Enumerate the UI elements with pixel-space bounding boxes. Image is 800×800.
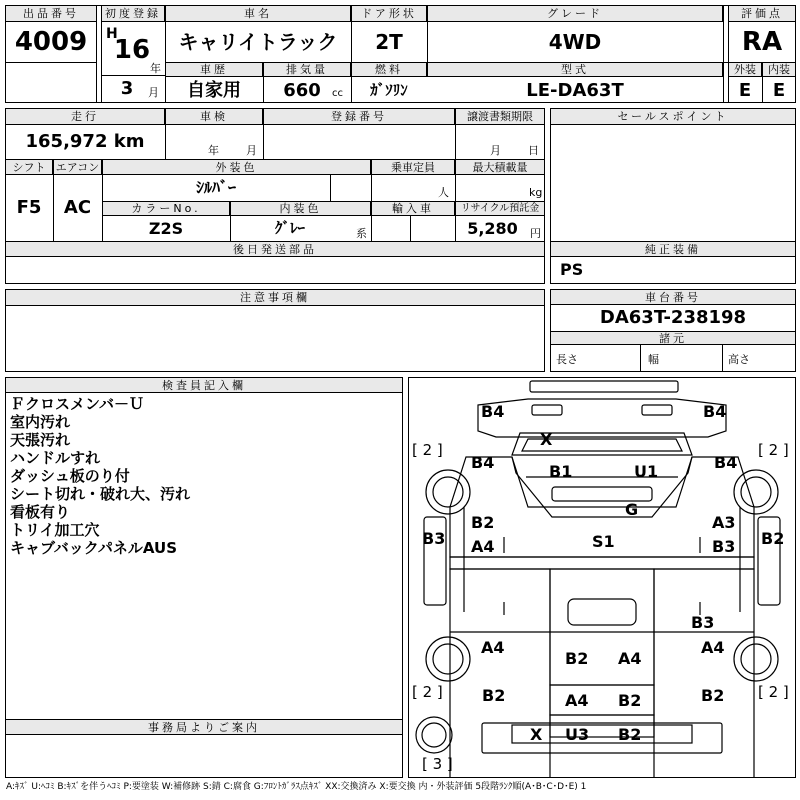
interior-color-value: ｸﾞﾚｰ [274,219,305,237]
damage-mark: U3 [565,725,590,744]
damage-mark: B2 [761,529,785,548]
interior-color-label: 内装色 [230,201,371,216]
interior-grade-value: E [772,79,786,101]
month-unit: 月 [148,86,159,99]
inspector-note: 室内汚れ [10,413,71,431]
score-label: 評価点 [728,5,796,22]
mileage-label: 走行 [5,108,165,125]
mileage-value: 165,972 km [25,131,145,152]
inspector-note: トリイ加工穴 [10,521,100,539]
capacity-unit: 人 [438,186,449,199]
divider [455,108,456,159]
import-label: 輸入車 [371,201,455,216]
sales-point-label: セールスポイント [550,108,796,125]
damage-mark: B4 [703,402,727,421]
inspector-notes-label: 検査員記入欄 [5,377,403,393]
shift-label: シフト [5,159,53,175]
inspector-note: ハンドルすれ [10,449,101,467]
divider [101,5,102,103]
exterior-color-label: 外装色 [102,159,371,175]
recycle-fee-unit: 円 [530,227,541,240]
history-label: 車歴 [165,62,263,77]
exterior-color-value: ｼﾙﾊﾞｰ [195,178,236,197]
max-load-label: 最大積載量 [455,159,545,175]
panel-count-label: [ 2 ] [412,683,443,701]
chassis-number-label: 車台番号 [550,289,796,305]
door-type-label: ドア形状 [351,5,427,22]
fuel-value: ｶﾞｿﾘﾝ [370,81,408,99]
recycle-fee-label: リサイクル預託金 [455,201,545,216]
spec-label: 諸元 [550,331,796,345]
truck-diagram [408,377,796,778]
displacement-label: 排気量 [263,62,351,77]
damage-mark: A4 [618,649,642,668]
equipment-value: PS [560,260,584,279]
divider [723,5,724,103]
shift-value: F5 [16,197,42,218]
damage-mark: B3 [422,529,446,548]
damage-mark: B1 [549,462,573,481]
inspector-note: 天張汚れ [10,431,71,449]
damage-mark: A3 [712,513,736,532]
score-value: RA [741,27,783,57]
damage-mark: X [540,430,553,449]
divider [722,345,723,372]
era-value: H [106,26,118,42]
divider [330,175,331,201]
damage-mark: B2 [482,686,506,705]
registration-year-value: 16 [113,35,151,65]
max-load-unit: kg [529,186,543,199]
damage-mark: A4 [701,638,725,657]
displacement-value: 660 [283,79,321,101]
grade-value: 4WD [548,30,602,54]
divider [371,159,372,241]
damage-mark: A4 [481,638,505,657]
color-number-label: カラーNo. [102,201,230,216]
car-name-label: 車名 [165,5,351,22]
divider [101,75,165,76]
office-notice-label: 事務局よりご案内 [5,719,403,735]
year-unit: 年 [150,62,161,75]
sales-point-frame [550,108,796,284]
damage-mark: A4 [471,537,495,556]
width-label: 幅 [648,353,659,366]
damage-mark: B4 [471,453,495,472]
interior-grade-label: 内装 [762,62,796,77]
lot-number-label: 出品番号 [5,5,97,22]
later-parts-label: 後日発送部品 [5,241,545,257]
inspector-note: キャブバックパネルAUS [10,539,178,557]
grade-label: グレード [427,5,723,22]
first-registration-label: 初度登録 [101,5,165,22]
interior-color-suffix: 系 [356,227,367,240]
damage-mark: A4 [565,691,589,710]
damage-mark: B4 [714,453,738,472]
height-label: 高さ [728,353,750,366]
inspection-label: 車検 [165,108,263,125]
plate-number-label: 登録番号 [263,108,455,125]
caution-label: 注意事項欄 [5,289,545,306]
divider [640,345,641,372]
color-number-value: Z2S [148,218,184,238]
inspection-month-unit: 月 [246,144,257,157]
car-name-value: キャリイトラック [178,30,338,54]
panel-count-label: [ 3 ] [422,755,453,773]
damage-mark: B2 [618,725,642,744]
panel-count-label: [ 2 ] [758,683,789,701]
inspector-note: Ｆクロスメンバ－Ｕ [10,395,144,413]
capacity-label: 乗車定員 [371,159,455,175]
legend-text: A:ｷｽﾞ U:ﾍｺﾐ B:ｷｽﾞを伴うﾍｺﾐ P:要塗装 W:補修跡 S:錆 C:腐食 G:ﾌﾛﾝﾄｶﾞﾗｽ点ｷｽﾞ XX:交換済み X:要交換 内・外装評価 5段階ﾗﾝｸ順(A･B･C･D･E) 1 [6,782,587,792]
lot-number-value: 4009 [14,27,88,57]
damage-mark: G [625,500,639,519]
divider [5,62,97,63]
length-label: 長さ [556,353,578,366]
divider [410,216,411,241]
damage-mark: B3 [712,537,736,556]
registration-month-value: 3 [120,78,134,99]
damage-mark: S1 [592,532,615,551]
door-type-value: 2T [375,30,403,54]
transfer-month-unit: 月 [490,144,501,157]
damage-mark: B4 [481,402,505,421]
damage-mark: B2 [701,686,725,705]
damage-mark: B3 [691,613,715,632]
damage-mark: B2 [565,649,589,668]
inspection-year-unit: 年 [208,144,219,157]
transfer-day-unit: 日 [528,144,539,157]
divider [263,108,264,159]
inspector-note: ダッシュ板のり付 [10,467,130,485]
damage-mark: B2 [471,513,495,532]
divider [53,159,54,241]
inspector-note: 看板有り [10,503,71,521]
displacement-unit: cc [332,88,343,99]
transfer-deadline-label: 譲渡書類期限 [455,108,545,125]
exterior-grade-value: E [738,79,752,101]
aircon-value: AC [63,197,92,218]
damage-mark: X [530,725,543,744]
recycle-fee-value: 5,280 [467,218,518,238]
model-label: 型式 [427,62,723,77]
divider [165,108,166,159]
history-value: 自家用 [187,79,241,101]
panel-count-label: [ 2 ] [412,441,443,459]
aircon-label: エアコン [53,159,102,175]
panel-count-label: [ 2 ] [758,441,789,459]
chassis-number-value: DA63T-238198 [599,307,747,328]
damage-mark: B2 [618,691,642,710]
exterior-grade-label: 外装 [728,62,762,77]
model-value: LE-DA63T [526,79,624,101]
divider [96,5,97,103]
equipment-label: 純正装備 [550,241,796,257]
damage-mark: U1 [634,462,659,481]
fuel-label: 燃料 [351,62,427,77]
inspector-note: シート切れ・破れ大、汚れ [10,485,191,503]
